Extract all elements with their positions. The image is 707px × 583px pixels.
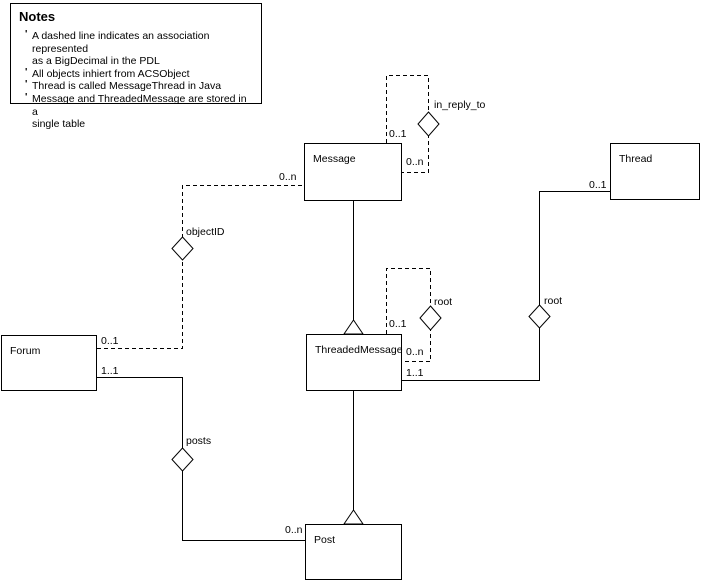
note-item [25, 91, 255, 131]
threadedmessage-root-diamond-icon [420, 306, 441, 330]
threadedmessage-entity [306, 334, 402, 391]
note-line: single table [32, 118, 86, 131]
notes-box [10, 3, 262, 131]
note-line: Thread is called MessageThread in Java [32, 80, 222, 93]
generalization-triangle-icon [344, 510, 363, 524]
thread-root-association-line [402, 192, 610, 381]
message-entity [304, 143, 402, 201]
posts-association-label: posts [186, 435, 212, 447]
bullet-icon: ' [25, 91, 28, 103]
multiplicity-threadedmessage-thread: 1..1 [406, 367, 424, 379]
notes-title: Notes [19, 9, 56, 24]
bullet-icon: ' [25, 29, 28, 40]
note-line: Message and ThreadedMessage are stored in a [32, 92, 247, 118]
note-item [25, 66, 255, 81]
forum-entity [1, 335, 97, 391]
posts-association-line [97, 378, 305, 541]
generalization-triangle-icon [344, 320, 363, 334]
posts-diamond-icon [172, 448, 193, 471]
note-line: All objects inhiert from ACSObject [32, 67, 190, 80]
multiplicity-message-left: 0..n [279, 171, 297, 183]
thread-root-association-label: root [544, 295, 563, 307]
threadedmessage-root-association-label: root [434, 296, 453, 308]
multiplicity-threadedmessage-top: 0..1 [389, 318, 407, 330]
thread-entity [610, 143, 700, 200]
bullet-icon: ' [25, 66, 28, 78]
thread-root-diamond-icon [529, 305, 550, 328]
objectid-association-line [97, 186, 304, 349]
in-reply-to-association-label: in_reply_to [434, 99, 486, 111]
message-entity-label: Message [313, 153, 356, 165]
in-reply-to-diamond-icon [418, 112, 439, 136]
post-entity [305, 524, 402, 580]
multiplicity-threadedmessage-right: 0..n [406, 346, 424, 358]
multiplicity-thread: 0..1 [589, 179, 607, 191]
bullet-icon: ' [25, 79, 28, 91]
threadedmessage-entity-label: ThreadedMessage [315, 344, 403, 356]
note-item [25, 79, 255, 93]
note-line: A dashed line indicates an association represented [32, 30, 210, 55]
multiplicity-message-right: 0..n [406, 156, 424, 168]
forum-entity-label: Forum [10, 345, 41, 357]
note-item [25, 29, 255, 68]
multiplicity-post: 0..n [285, 524, 303, 536]
multiplicity-forum-objectid: 0..1 [101, 335, 119, 347]
post-entity-label: Post [314, 534, 336, 546]
thread-entity-label: Thread [619, 153, 653, 165]
notes-list [19, 30, 255, 131]
objectid-diamond-icon [172, 237, 193, 260]
multiplicity-forum-posts: 1..1 [101, 365, 119, 377]
objectid-association-label: objectID [186, 226, 225, 238]
multiplicity-message-top: 0..1 [389, 128, 407, 140]
note-line: as a BigDecimal in the PDL [32, 55, 160, 68]
